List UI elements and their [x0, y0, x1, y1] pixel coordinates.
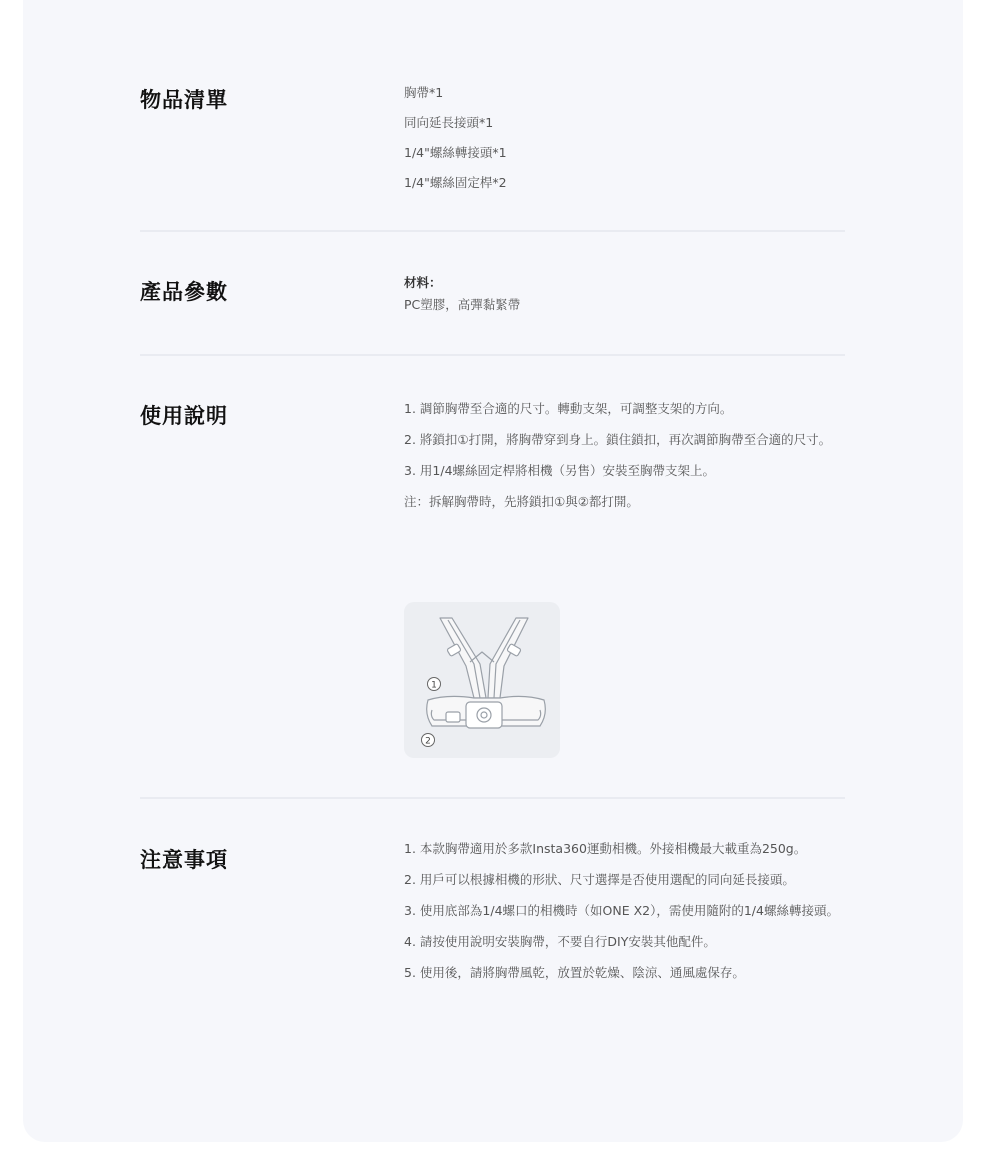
list-item: 4. 請按使用說明安裝胸帶，不要自行DIY安裝其他配件。: [404, 934, 716, 949]
list-item: 同向延長接頭*1: [404, 115, 494, 130]
divider: [140, 354, 845, 356]
divider: [140, 797, 845, 799]
list-item: 1. 本款胸帶適用於多款Insta360運動相機。外接相機最大載重為250g。: [404, 841, 807, 856]
specs-body: [404, 272, 849, 316]
contents-list: [404, 78, 849, 198]
list-item: 2. 用戶可以根據相機的形狀、尺寸選擇是否使用選配的同向延長接頭。: [404, 872, 795, 887]
cautions-list: [404, 838, 844, 993]
section-title-contents: 物品清單: [140, 88, 228, 112]
divider: [140, 230, 845, 232]
section-contents: [140, 84, 845, 204]
section-title-usage: 使用說明: [140, 404, 228, 428]
section-cautions: [140, 841, 845, 1074]
spec-label: 材料：: [404, 275, 442, 290]
list-item: 1/4"螺絲固定桿*2: [404, 175, 507, 190]
list-item: 胸帶*1: [404, 85, 444, 100]
section-title-cautions: 注意事項: [140, 848, 228, 872]
chest-strap-drawing: [404, 602, 560, 758]
section-usage: [140, 400, 845, 560]
section-title-specs: 產品參數: [140, 280, 228, 304]
list-item: 2. 將鎖扣①打開，將胸帶穿到身上。鎖住鎖扣，再次調節胸帶至合適的尺寸。: [404, 432, 832, 447]
list-item: 3. 使用底部為1/4螺口的相機時（如ONE X2），需使用隨附的1/4螺絲轉接頭。: [404, 903, 839, 918]
list-item: 5. 使用後，請將胸帶風乾，放置於乾燥、陰涼、通風處保存。: [404, 965, 745, 980]
list-item: 3. 用1/4螺絲固定桿將相機（另售）安裝至胸帶支架上。: [404, 463, 716, 478]
usage-steps: [404, 398, 844, 522]
marker-2-label: 2: [425, 736, 431, 747]
spec-value: PC塑膠，高彈黏緊帶: [404, 297, 521, 312]
usage-note: 注：拆解胸帶時，先將鎖扣①與②都打開。: [404, 494, 639, 509]
list-item: 1. 調節胸帶至合適的尺寸。轉動支架，可調整支架的方向。: [404, 401, 733, 416]
section-specs: [140, 276, 845, 336]
list-item: 1/4"螺絲轉接頭*1: [404, 145, 507, 160]
marker-1-label: 1: [431, 680, 437, 691]
chest-strap-illustration: [404, 602, 560, 758]
